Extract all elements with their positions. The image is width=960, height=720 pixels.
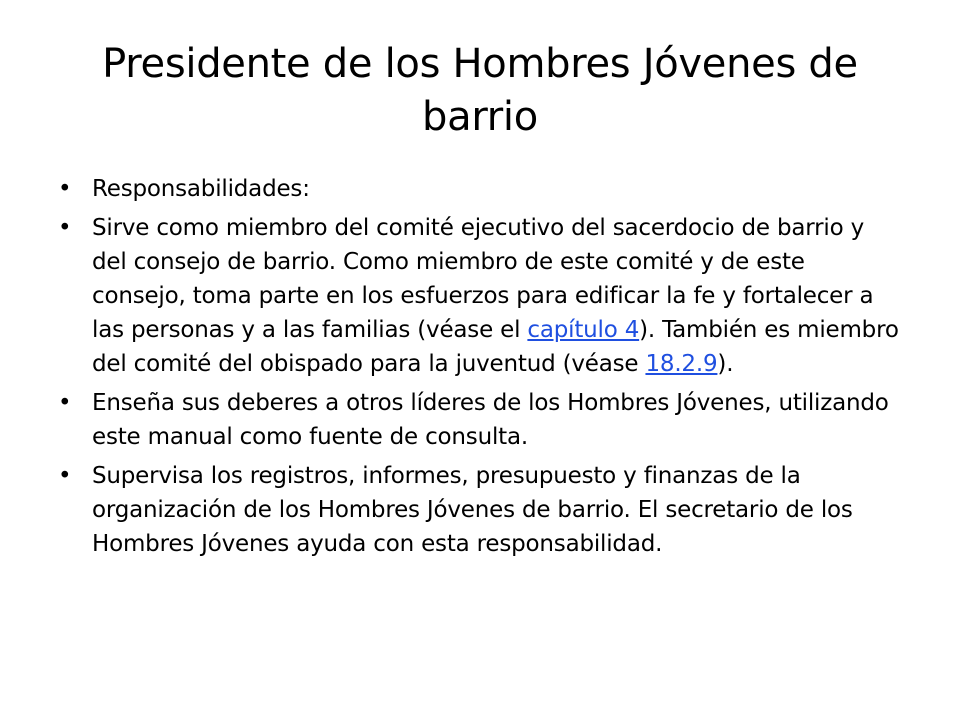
bullet-text-part: ). [717, 351, 734, 377]
chapter-4-link[interactable]: capítulo 4 [527, 317, 640, 343]
slide-title: Presidente de los Hombres Jóvenes de barrio [102, 41, 858, 140]
bullet-text-part: ). También es miembro del comité del obispado para la juventud (véase [92, 317, 899, 377]
bullet-text-part: Sirve como miembro del comité ejecutivo del sacerdocio de barrio y del consejo de barrio. Como miembro de este comité y de este consejo, toma parte en los esfuerzos para edificar la fe y fortalecer a las personas y a las familias (véase el [92, 215, 874, 343]
bullet-item-supervises-records [58, 459, 900, 561]
bullet-dot: • [58, 463, 72, 489]
bullet-list [58, 172, 900, 566]
bullet-dot: • [58, 390, 72, 416]
bullet-item-teaches-duties [58, 386, 900, 454]
bullet-text: Responsabilidades: [92, 176, 310, 202]
bullet-text: Supervisa los registros, informes, presupuesto y finanzas de la organización de los Hombres Jóvenes de barrio. El secretario de los Hombres Jóvenes ayuda con esta responsabilidad. [92, 463, 853, 557]
bullet-item-responsibilities [58, 172, 900, 206]
bullet-text: Enseña sus deberes a otros líderes de los Hombres Jóvenes, utilizando este manual como fuente de consulta. [92, 390, 889, 450]
bullet-dot: • [58, 215, 72, 241]
bullet-dot: • [58, 176, 72, 202]
section-18-2-9-link[interactable]: 18.2.9 [645, 351, 718, 377]
bullet-item-committee-member [58, 211, 900, 381]
